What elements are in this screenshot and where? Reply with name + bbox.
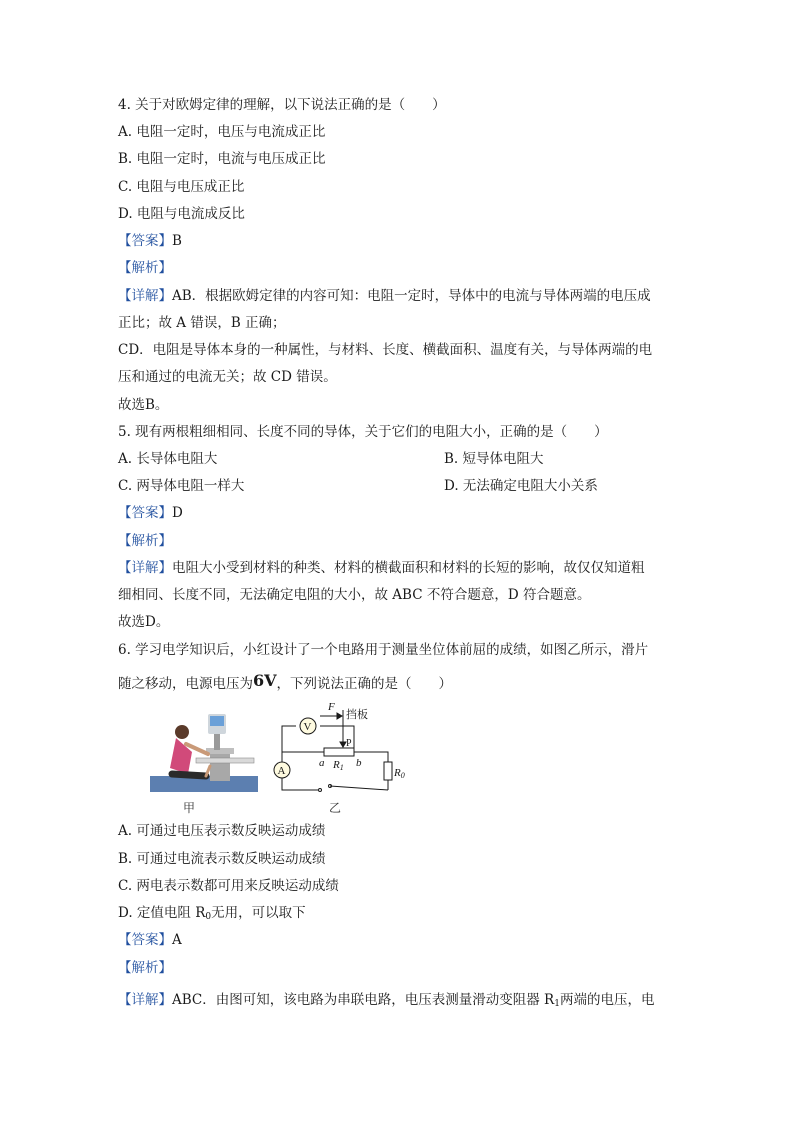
q5-answer <box>118 504 183 522</box>
label-b-end: b <box>356 757 362 769</box>
detail-tag: 【详解】 <box>118 560 172 576</box>
detail-text: 两端的电压，电 <box>559 992 655 1008</box>
q4-option-b: B. 电阻一定时，电流与电压成正比 <box>118 151 326 167</box>
q4-answer <box>118 232 182 250</box>
q4-stem: 4. 关于对欧姆定律的理解，以下说法正确的是（ ） <box>118 97 446 113</box>
q4-option-d: D. 电阻与电流成反比 <box>118 206 245 222</box>
answer-value: A <box>172 932 182 948</box>
q6-stem-line-2 <box>118 672 452 693</box>
answer-tag: 【答案】 <box>118 505 172 521</box>
stem-text: 随之移动，电源电压为 <box>118 676 253 692</box>
label-a-end: a <box>319 757 325 769</box>
q4-detail-line-2: 正比；故 A 错误，B 正确； <box>118 315 286 331</box>
q4-detail-line-4: 压和通过的电流无关；故 CD 错误。 <box>118 369 337 385</box>
q6-option-b: B. 可通过电流表示数反映运动成绩 <box>118 851 326 867</box>
q5-option-d: D. 无法确定电阻大小关系 <box>444 478 598 494</box>
label-a: A <box>277 765 286 777</box>
analysis-tag: 【解析】 <box>118 533 172 549</box>
stem-text: ，下列说法正确的是（ ） <box>276 676 453 692</box>
label-yi: 乙 <box>329 801 342 815</box>
q4-conclusion: 故选B。 <box>118 397 169 413</box>
answer-value: D <box>172 505 183 521</box>
q6-option-d <box>118 904 306 926</box>
q4-analysis-tag <box>118 259 172 277</box>
option-text: 无用，可以取下 <box>211 905 306 921</box>
q5-detail-line-1 <box>118 559 645 577</box>
label-r1: R1 <box>333 759 344 772</box>
q5-option-a: A. 长导体电阻大 <box>118 451 218 467</box>
q4-detail-line-1 <box>118 287 651 305</box>
subscript: 0 <box>205 912 212 922</box>
subscript: 1 <box>554 999 560 1009</box>
detail-text: AB．根据欧姆定律的内容可知：电阻一定时，导体中的电流与导体两端的电压成 <box>172 288 651 304</box>
voltage-value: 6V <box>253 671 277 690</box>
label-r0: R0 <box>394 767 405 780</box>
q6-analysis-tag <box>118 959 172 977</box>
detail-tag: 【详解】 <box>118 992 172 1008</box>
q5-conclusion: 故选D。 <box>118 614 170 630</box>
detail-tag: 【详解】 <box>118 288 172 304</box>
q5-analysis-tag <box>118 532 172 550</box>
option-text: D. 定值电阻 R <box>118 905 206 921</box>
q6-figure <box>148 696 408 818</box>
answer-value: B <box>172 233 182 249</box>
detail-text: ABC．由图可知，该电路为串联电路，电压表测量滑动变阻器 R <box>172 992 555 1008</box>
q4-option-c: C. 电阻与电压成正比 <box>118 179 245 195</box>
q6-option-a: A. 可通过电压表示数反映运动成绩 <box>118 823 326 839</box>
detail-text: 电阻大小受到材料的种类、材料的横截面积和材料的长短的影响，故仅仅知道粗 <box>172 560 645 576</box>
q6-stem-line-1: 6. 学习电学知识后，小红设计了一个电路用于测量坐位体前屈的成绩，如图乙所示，滑片 <box>118 642 649 658</box>
label-v: V <box>303 721 312 733</box>
q6-detail-line-1 <box>118 991 654 1013</box>
answer-tag: 【答案】 <box>118 932 172 948</box>
analysis-tag: 【解析】 <box>118 960 172 976</box>
answer-tag: 【答案】 <box>118 233 172 249</box>
label-jia: 甲 <box>183 801 196 815</box>
q5-option-b: B. 短导体电阻大 <box>444 451 544 467</box>
q4-detail-line-3: CD．电阻是导体本身的一种属性，与材料、长度、横截面积、温度有关，与导体两端的电 <box>118 342 653 358</box>
q6-option-c: C. 两电表示数都可用来反映运动成绩 <box>118 878 339 894</box>
q5-option-c: C. 两导体电阻一样大 <box>118 478 245 494</box>
q6-answer <box>118 931 182 949</box>
circuit-diagram <box>282 710 392 792</box>
q4-option-a: A. 电阻一定时，电压与电流成正比 <box>118 124 326 140</box>
q5-detail-line-2: 细相同、长度不同，无法确定电阻的大小，故 ABC 不符合题意，D 符合题意。 <box>118 587 591 603</box>
label-f: F <box>328 701 335 713</box>
sit-and-reach-illustration <box>150 714 258 792</box>
label-board: 挡板 <box>346 709 368 721</box>
analysis-tag: 【解析】 <box>118 260 172 276</box>
q5-stem: 5. 现有两根粗细相同、长度不同的导体，关于它们的电阻大小，正确的是（ ） <box>118 424 608 440</box>
label-p: P <box>346 738 352 749</box>
